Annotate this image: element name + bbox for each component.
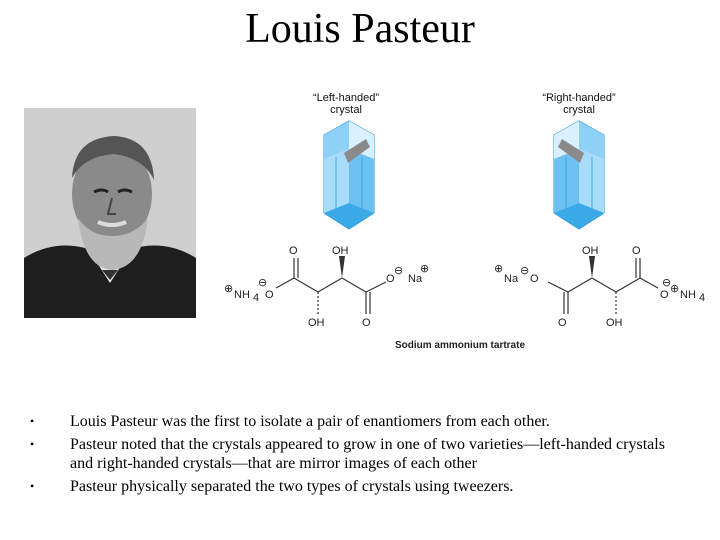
right-crystal-label-line1: “Right-handed” bbox=[542, 92, 616, 104]
left-handed-crystal-image bbox=[304, 117, 394, 235]
bullet-item bbox=[30, 435, 690, 473]
left-crystal-label-line2: crystal bbox=[330, 104, 362, 116]
right-crystal-label bbox=[519, 92, 639, 116]
left-tartrate-structure bbox=[222, 236, 442, 336]
bullet-marker: • bbox=[30, 437, 35, 451]
structure-caption: Sodium ammonium tartrate bbox=[394, 340, 526, 351]
right-sodium-plus: ⊕ bbox=[494, 263, 504, 275]
right-nh4-label: NH bbox=[680, 289, 696, 301]
left-sodium-label: Na bbox=[408, 273, 423, 285]
left-crystal-label-line1: “Left-handed” bbox=[312, 92, 380, 104]
right-tartrate-structure bbox=[492, 236, 712, 336]
right-carbonyl-oxygen: O bbox=[632, 245, 641, 257]
right-oxygen-minus-left: ⊖ bbox=[520, 265, 530, 277]
left-sodium-plus: ⊕ bbox=[420, 263, 430, 275]
left-crystal-label bbox=[286, 92, 406, 116]
left-nh4-subscript: 4 bbox=[253, 292, 260, 304]
bullet-list bbox=[30, 412, 690, 500]
bullet-marker: • bbox=[30, 479, 35, 493]
left-hydroxyl-bottom: OH bbox=[308, 317, 325, 329]
bullet-marker: • bbox=[30, 414, 35, 428]
left-hydroxyl-top: OH bbox=[332, 245, 349, 257]
right-handed-crystal-image bbox=[534, 117, 624, 235]
slide-title: Louis Pasteur bbox=[245, 6, 475, 52]
right-oxygen-anion: O bbox=[660, 289, 669, 301]
right-charge-plus: ⊕ bbox=[670, 283, 680, 295]
bullet-item bbox=[30, 412, 690, 431]
left-oxygen-anion: O bbox=[265, 289, 274, 301]
right-crystal-label-line2: crystal bbox=[563, 104, 595, 116]
bullet-item bbox=[30, 477, 690, 496]
portrait-photo bbox=[24, 108, 196, 318]
left-nh4-label: NH bbox=[234, 289, 250, 301]
right-carbonyl-oxygen-bottom: O bbox=[558, 317, 567, 329]
portrait-drawing bbox=[24, 108, 196, 318]
left-carbonyl-oxygen: O bbox=[289, 245, 298, 257]
left-carbonyl-oxygen-bottom: O bbox=[362, 317, 371, 329]
left-oxygen-anion-right: O bbox=[386, 273, 395, 285]
bullet-text: Louis Pasteur was the first to isolate a pair of enantiomers from each other. bbox=[70, 413, 550, 430]
right-sodium-label: Na bbox=[504, 273, 519, 285]
left-charge-plus: ⊕ bbox=[224, 283, 234, 295]
right-hydroxyl-bottom: OH bbox=[606, 317, 623, 329]
bullet-text: Pasteur noted that the crystals appeared to grow in one of two varieties—left-handed crystals and right-handed crystals—that are mirror images of each other bbox=[70, 436, 665, 472]
bullet-text: Pasteur physically separated the two types of crystals using tweezers. bbox=[70, 478, 514, 495]
left-oxygen-minus-charge: ⊖ bbox=[258, 277, 268, 289]
right-oxygen-minus-charge: ⊖ bbox=[662, 277, 672, 289]
left-oxygen-minus-right: ⊖ bbox=[394, 265, 404, 277]
right-oxygen-anion-left: O bbox=[530, 273, 539, 285]
right-hydroxyl-top: OH bbox=[582, 245, 599, 257]
right-nh4-subscript: 4 bbox=[699, 292, 706, 304]
